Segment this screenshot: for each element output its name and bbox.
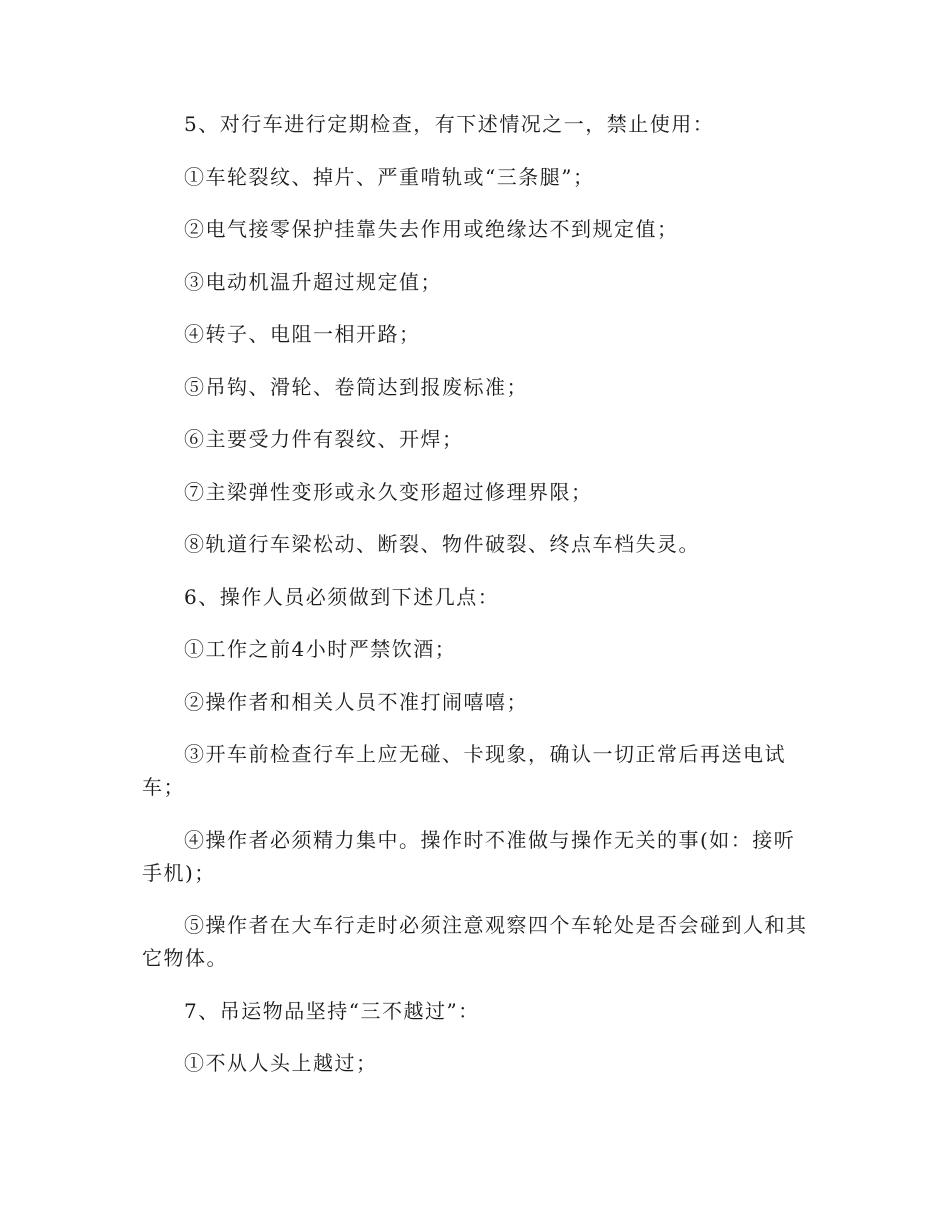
heading-item-6: 6、操作人员必须做到下述几点：: [184, 584, 500, 609]
list-item: ⑥主要受力件有裂纹、开焊；: [184, 427, 464, 451]
list-item: ⑤吊钩、滑轮、卷筒达到报废标准；: [184, 374, 528, 399]
list-item: ①车轮裂纹、掉片、严重啃轨或“三条腿”；: [184, 164, 595, 189]
list-item: ④操作者必须精力集中。操作时不准做与操作无关的事(如：接听手机)；: [142, 827, 796, 885]
list-item: ⑧轨道行车梁松动、断裂、物件破裂、终点车档失灵。: [184, 532, 700, 556]
list-item: ④转子、电阻一相开路；: [184, 322, 421, 346]
list-item: ②电气接零保护挂靠失去作用或绝缘达不到规定值；: [184, 217, 679, 241]
list-item: ③开车前检查行车上应无碰、卡现象，确认一切正常后再送电试车；: [142, 742, 786, 799]
list-item: ①不从人头上越过；: [184, 1051, 378, 1075]
list-item: ⑤操作者在大车行走时必须注意观察四个车轮处是否会碰到人和其它物体。: [142, 913, 808, 970]
list-item: ②操作者和相关人员不准打闹嘻嘻；: [184, 689, 528, 714]
list-item: ①工作之前4小时严禁饮酒；: [184, 637, 457, 661]
list-item: ③电动机温升超过规定值；: [184, 269, 442, 294]
heading-item-7: 7、吊运物品坚持“三不越过”：: [184, 998, 480, 1023]
heading-item-5: 5、对行车进行定期检查，有下述情况之一，禁止使用：: [184, 112, 715, 136]
list-item: ⑦主梁弹性变形或永久变形超过修理界限；: [184, 479, 593, 504]
document-body: [142, 108, 812, 1100]
